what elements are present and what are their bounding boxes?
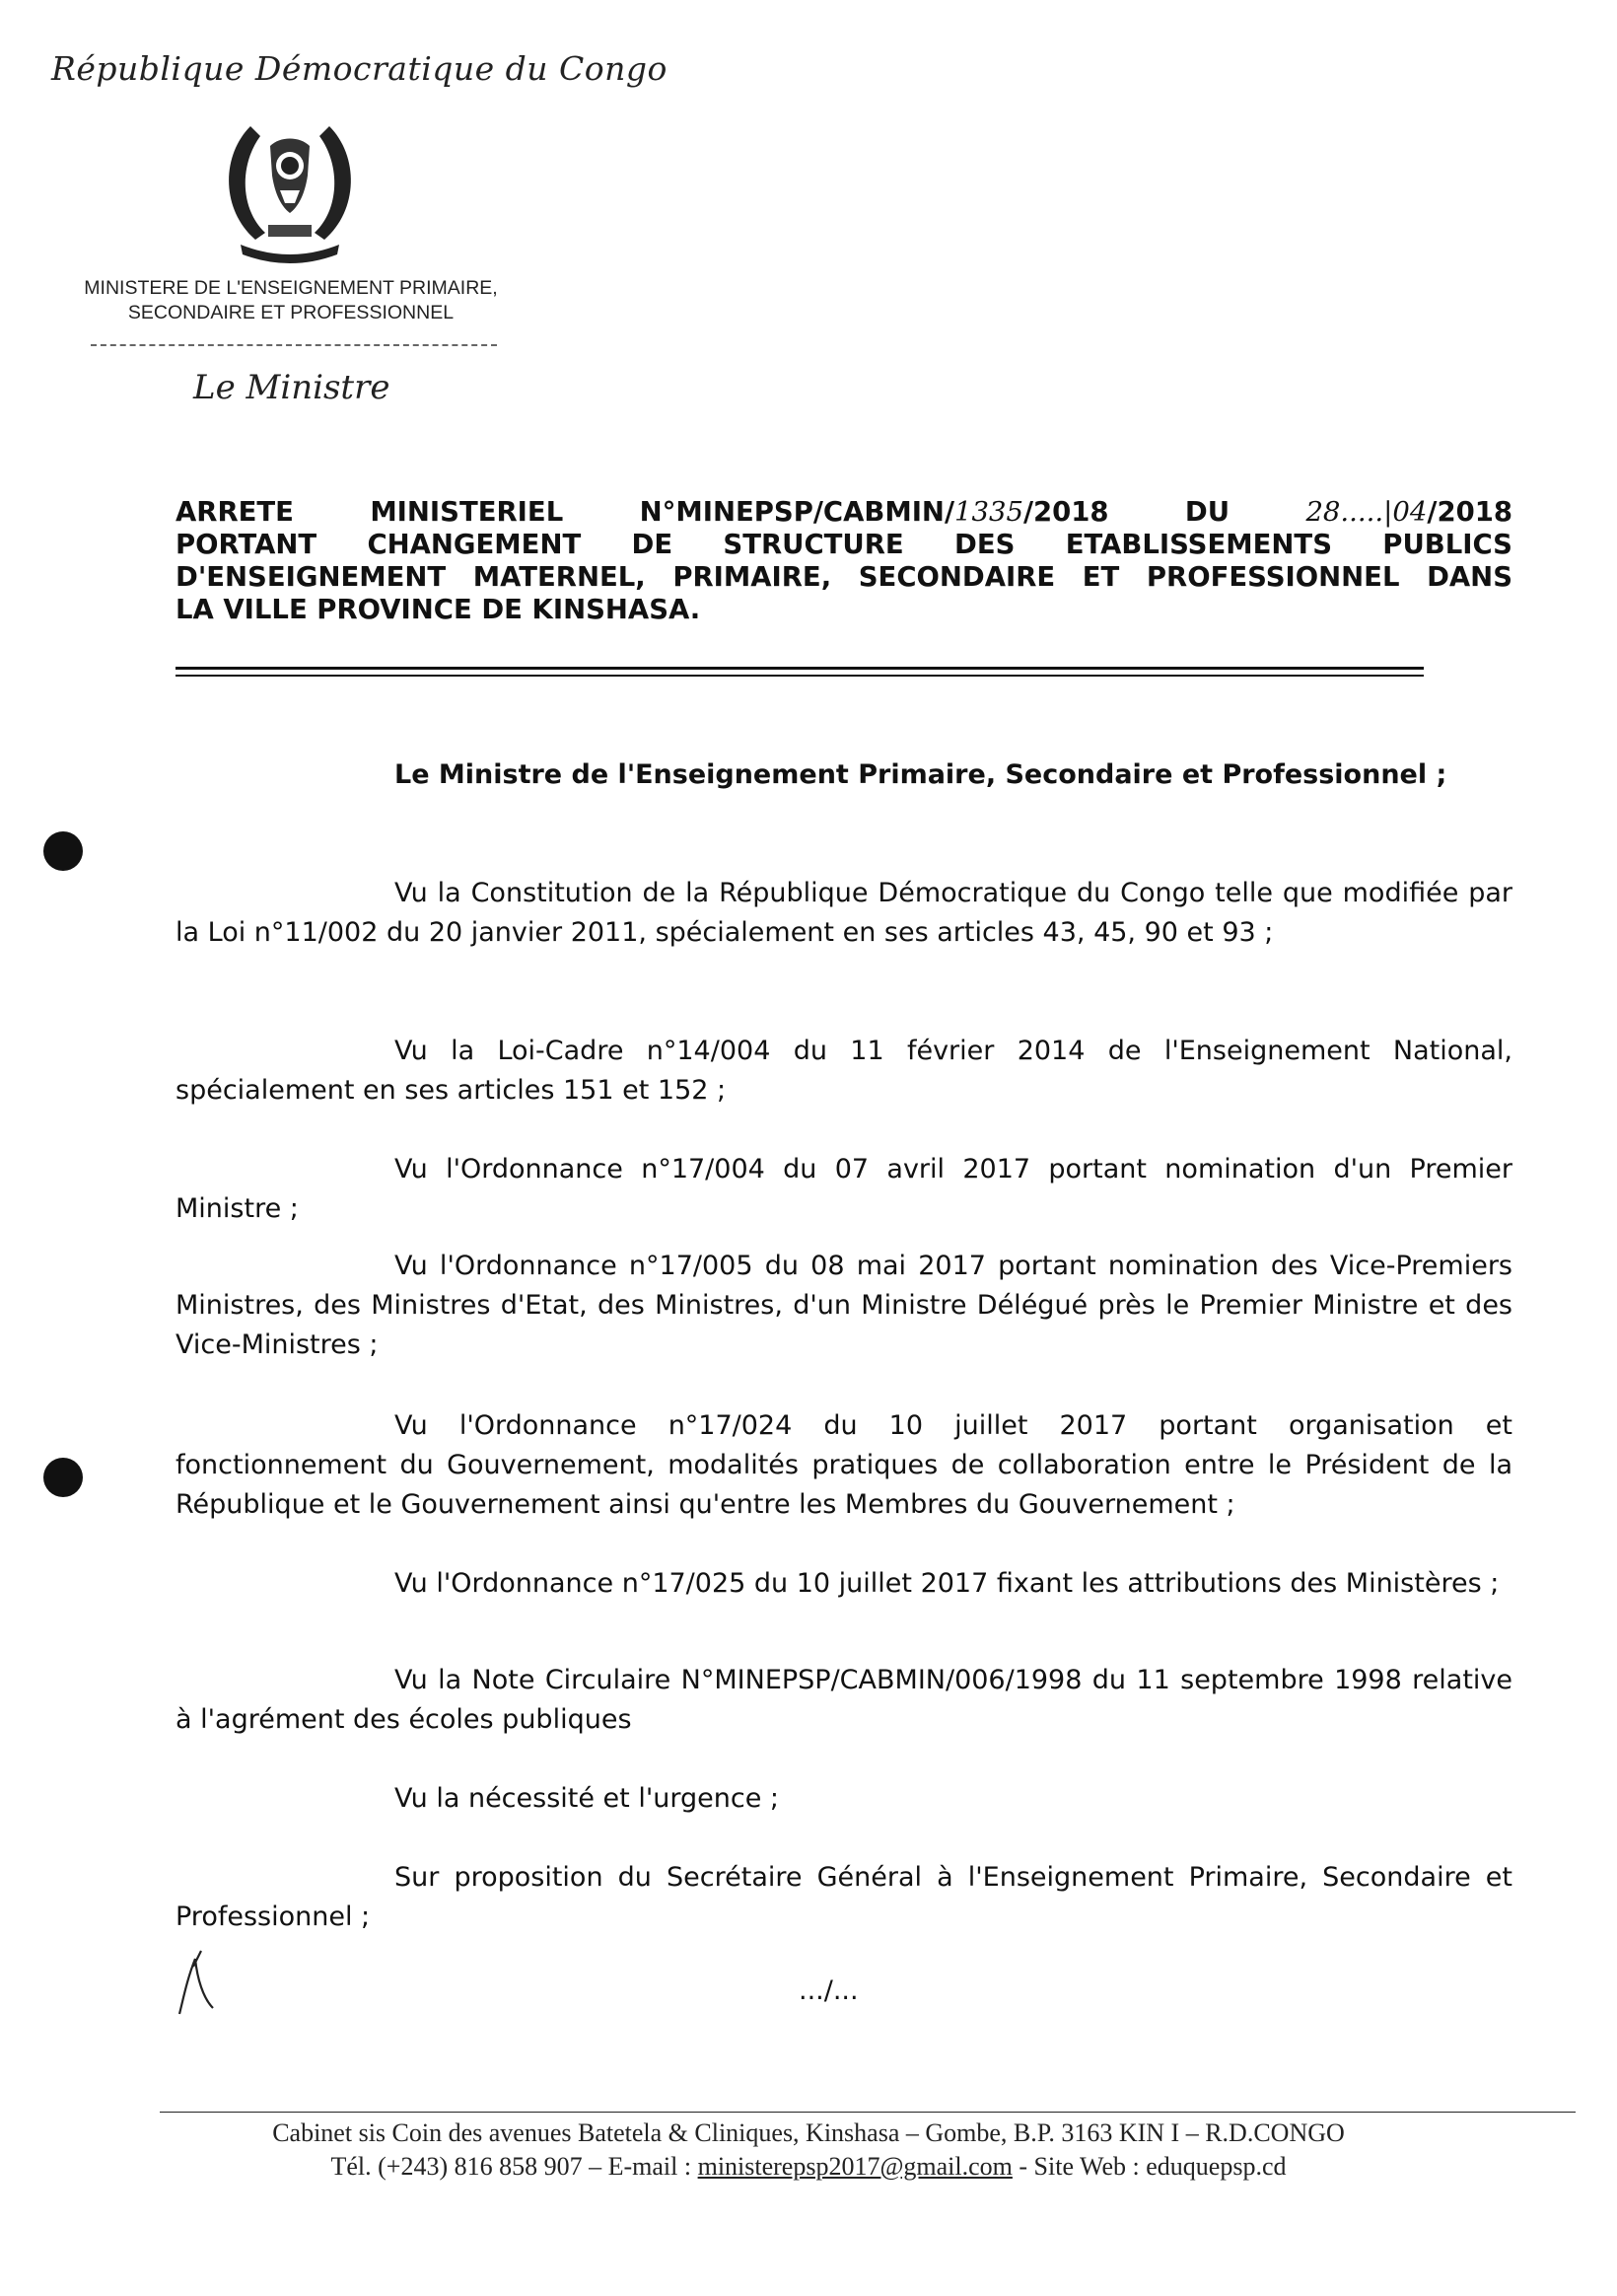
decree-title (176, 496, 1512, 626)
punch-hole-mark (43, 831, 83, 871)
recital-ordonnance-024 (176, 1406, 1512, 1525)
footer-website: - Site Web : eduquepsp.cd (1012, 2152, 1287, 2181)
le-ministre-signature-heading: Le Ministre (193, 368, 390, 407)
handwritten-date: 28.....|04 (1305, 496, 1428, 528)
recital-ordonnance-005 (176, 1247, 1512, 1365)
recital-ordonnance-025 (176, 1564, 1512, 1604)
recital-text: Vu la Constitution de la République Démocratique du Congo telle que modifiée par la Loi n°11/002 du 20 janvier 2011, spécialement en ses articles 43, 45, 90 et 93 ; (176, 878, 1512, 948)
republic-heading: République Démocratique du Congo (51, 49, 668, 88)
recital-note-circulaire (176, 1661, 1512, 1740)
handwritten-initial-mark (174, 1949, 223, 2018)
footer-phone: Tél. (+243) 816 858 907 – E-mail : (330, 2152, 698, 2181)
footer-address: Cabinet sis Coin des avenues Batetela & Cliniques, Kinshasa – Gombe, B.P. 3163 KIN I – R.D.CONGO (272, 2118, 1345, 2147)
ministry-line-2: SECONDAIRE ET PROFESSIONNEL (127, 302, 455, 323)
footer-email-link[interactable]: ministerepsp2017@gmail.com (697, 2152, 1013, 2181)
recital-urgence (176, 1779, 1512, 1819)
recital-proposition (176, 1858, 1512, 1937)
footer-divider (160, 2112, 1576, 2113)
recital-text: Sur proposition du Secrétaire Général à l'Enseignement Primaire, Secondaire et Professionnel ; (176, 1862, 1512, 1932)
recital-text: Vu la Note Circulaire N°MINEPSP/CABMIN/006/1998 du 11 septembre 1998 relative à l'agrément des écoles publiques (176, 1665, 1512, 1735)
recital-loi-cadre (176, 1032, 1512, 1111)
handwritten-number: 1335 (953, 496, 1023, 528)
title-prefix: ARRETE MINISTERIEL N°MINEPSP/CABMIN/ (176, 496, 954, 528)
ministry-name (59, 276, 523, 325)
recital-text: Vu la nécessité et l'urgence ; (394, 1783, 779, 1814)
ministry-line-1: MINISTERE DE L'ENSEIGNEMENT PRIMAIRE, (84, 277, 498, 299)
continuation-mark: .../... (799, 1975, 859, 2006)
recital-constitution (176, 874, 1512, 953)
title-line-4: LA VILLE PROVINCE DE KINSHASA. (176, 594, 701, 625)
punch-hole-mark (43, 1458, 83, 1497)
title-underline (176, 667, 1424, 670)
recital-text: Vu l'Ordonnance n°17/025 du 10 juillet 2017 fixant les attributions des Ministères ; (394, 1568, 1500, 1599)
footer-contact (138, 2152, 1479, 2182)
title-line-3: D'ENSEIGNEMENT MATERNEL, PRIMAIRE, SECONDAIRE ET PROFESSIONNEL DANS (176, 561, 1512, 593)
title-line-1 (176, 496, 1512, 529)
title-line-2: PORTANT CHANGEMENT DE STRUCTURE DES ETABLISSEMENTS PUBLICS (176, 529, 1512, 560)
letterhead-divider (91, 344, 497, 346)
recital-text: Vu l'Ordonnance n°17/005 du 08 mai 2017 portant nomination des Vice-Premiers Ministres, des Ministres d'Etat, des Ministres, d'un Ministre Délégué près le Premier Ministre et des Vice-Ministres ; (176, 1251, 1512, 1360)
intro-paragraph (176, 755, 1512, 795)
intro-text: Le Ministre de l'Enseignement Primaire, Secondaire et Professionnel ; (394, 759, 1447, 790)
title-mid: /2018 DU (1022, 496, 1306, 528)
recital-text: Vu l'Ordonnance n°17/024 du 10 juillet 2017 portant organisation et fonctionnement du Gouvernement, modalités pratiques de collaboration entre le Président de la République et le Gouvernement ainsi qu'entre les Membres du Gouvernement ; (176, 1410, 1512, 1520)
recital-text: Vu la Loi-Cadre n°14/004 du 11 février 2014 de l'Enseignement National, spécialement en ses articles 151 et 152 ; (176, 1036, 1512, 1106)
coat-of-arms-emblem (211, 116, 369, 269)
title-year: /2018 (1427, 496, 1512, 528)
recital-ordonnance-004 (176, 1150, 1512, 1229)
recital-text: Vu l'Ordonnance n°17/004 du 07 avril 2017 portant nomination d'un Premier Ministre ; (176, 1154, 1512, 1224)
title-underline-2 (176, 675, 1424, 677)
